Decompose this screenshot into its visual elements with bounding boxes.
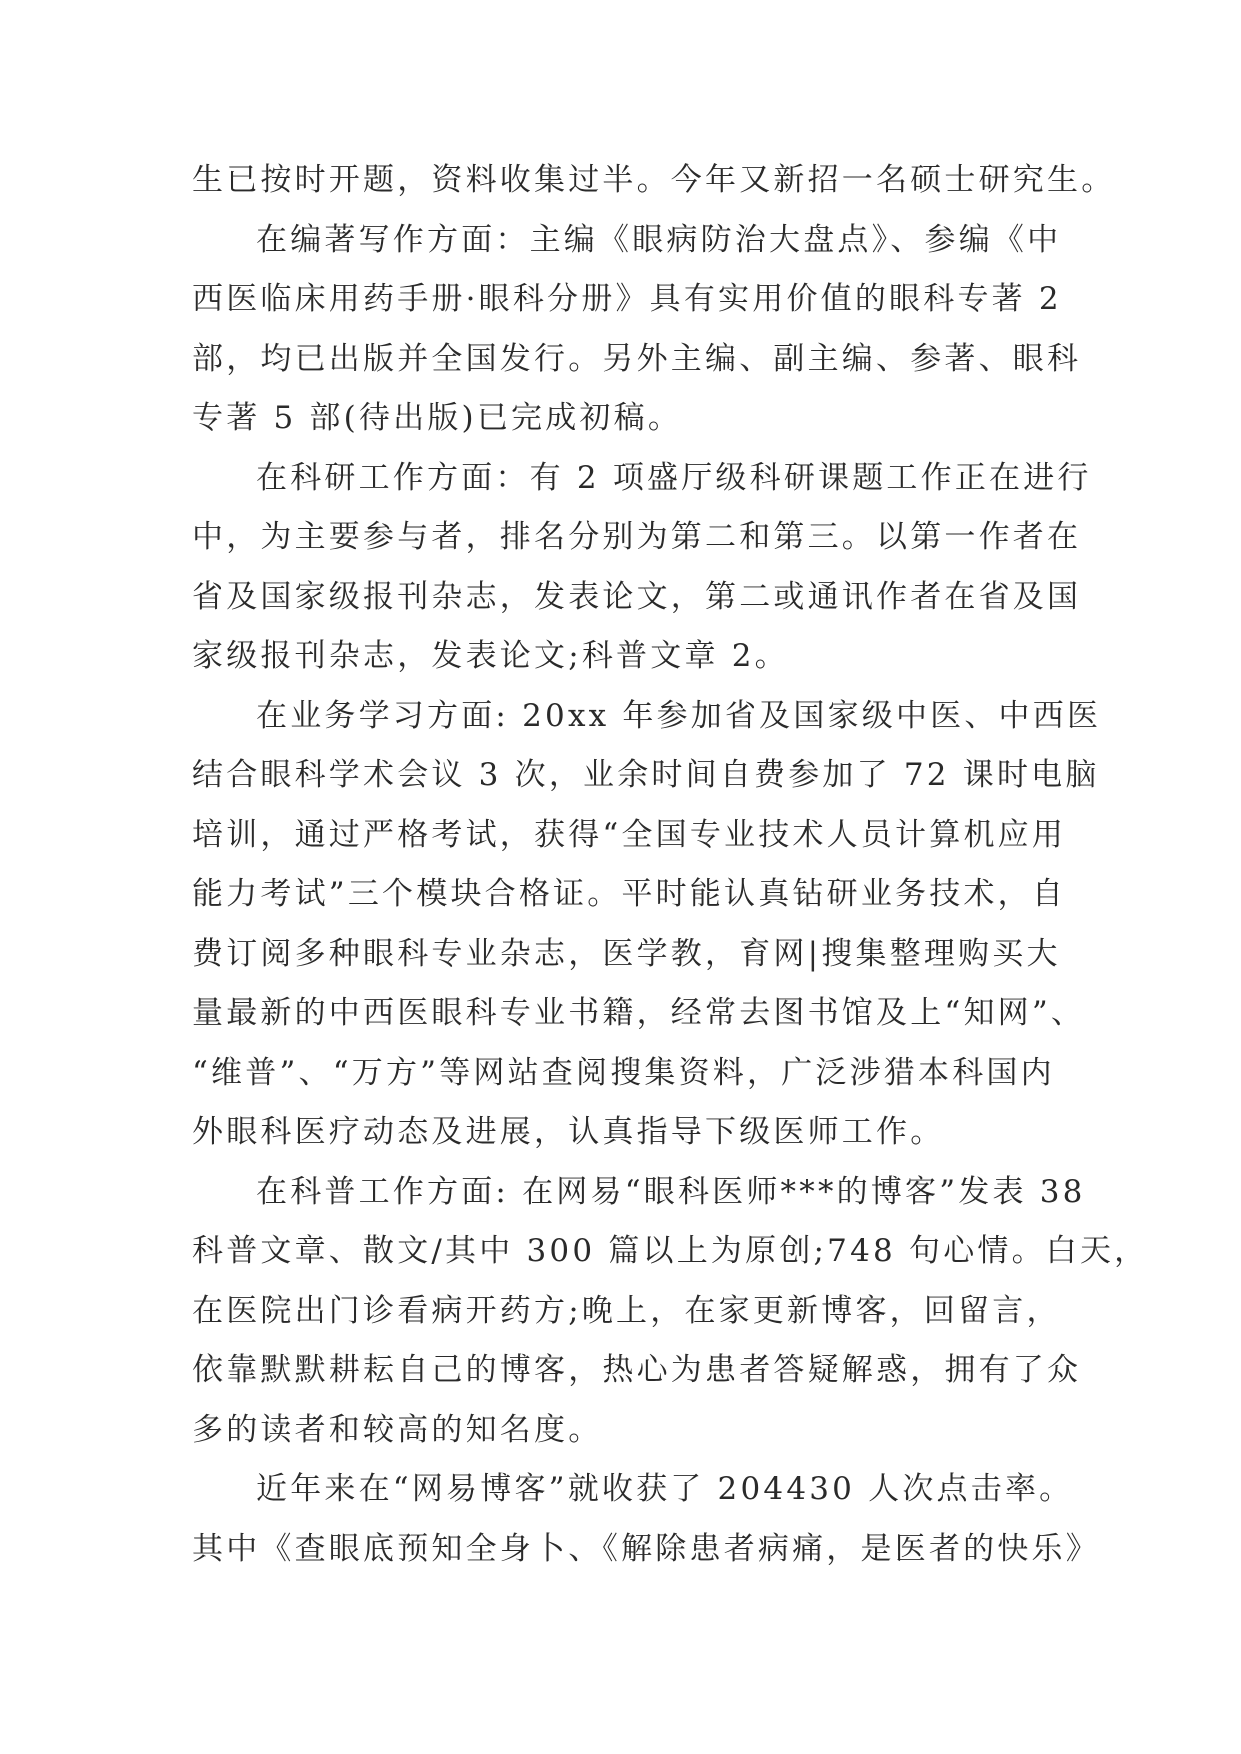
text-line: 依靠默默耕耘自己的博客，热心为患者答疑解惑，拥有了众 <box>192 1352 1082 1388</box>
text-line: 培训，通过严格考试，获得“全国专业技术人员计算机应用 <box>192 816 1067 853</box>
paragraph-start-line: 近年来在“网易博客”就收获了 204430 人次点击率。 <box>256 1471 1074 1507</box>
text-line: 量最新的中西医眼科专业书籍，经常去图书馆及上“知网”、 <box>192 995 1086 1031</box>
paragraph-start-line: 在科普工作方面: 在网易“眼科医师***的博客”发表 38 <box>256 1173 1086 1210</box>
paragraph-start-line: 在科研工作方面：有 2 项盛厅级科研课题工作正在进行 <box>256 459 1092 496</box>
text-line: 在医院出门诊看病开药方;晚上，在家更新博客，回留言， <box>192 1292 1061 1329</box>
text-line: 外眼科医疗动态及进展，认真指导下级医师工作。 <box>192 1114 945 1150</box>
body-text <box>192 160 1149 1588</box>
text-line: 能力考试”三个模块合格证。平时能认真钻研业务技术，自 <box>192 876 1067 912</box>
text-line: “维普”、“万方”等网站查阅搜集资料，广泛涉猎本科国内 <box>192 1054 1055 1091</box>
text-line: 中，为主要参与者，排名分别为第二和第三。以第一作者在 <box>192 519 1082 555</box>
text-line: 生已按时开题，资料收集过半。今年又新招一名硕士研究生。 <box>192 162 1116 198</box>
text-line: 省及国家级报刊杂志，发表论文，第二或通讯作者在省及国 <box>192 578 1082 615</box>
paragraph-start-line: 在编著写作方面：主编《眼病防治大盘点》、参编《中 <box>256 221 1062 258</box>
text-line: 结合眼科学术会议 3 次，业余时间自费参加了 72 课时电脑 <box>192 757 1100 793</box>
text-line: 西医临床用药手册·眼科分册》具有实用价值的眼科专著 2 <box>192 281 1062 317</box>
text-line: 多的读者和较高的知名度。 <box>192 1411 603 1448</box>
text-line: 科普文章、散文/其中 300 篇以上为原创;748 句心情。白天， <box>192 1233 1149 1269</box>
text-line: 家级报刊杂志，发表论文;科普文章 2。 <box>192 638 789 674</box>
text-line: 其中《查眼底预知全身卜、《解除患者病痛，是医者的快乐》 <box>192 1530 1100 1567</box>
paragraph-start-line: 在业务学习方面: 20xx 年参加省及国家级中医、中西医 <box>256 697 1102 734</box>
text-line: 部，均已出版并全国发行。另外主编、副主编、参著、眼科 <box>192 340 1082 377</box>
text-line: 专著 5 部(待出版)已完成初稿。 <box>192 400 683 436</box>
text-line: 费订阅多种眼科专业杂志，医学教，育网|搜集整理购买大 <box>192 935 1061 972</box>
